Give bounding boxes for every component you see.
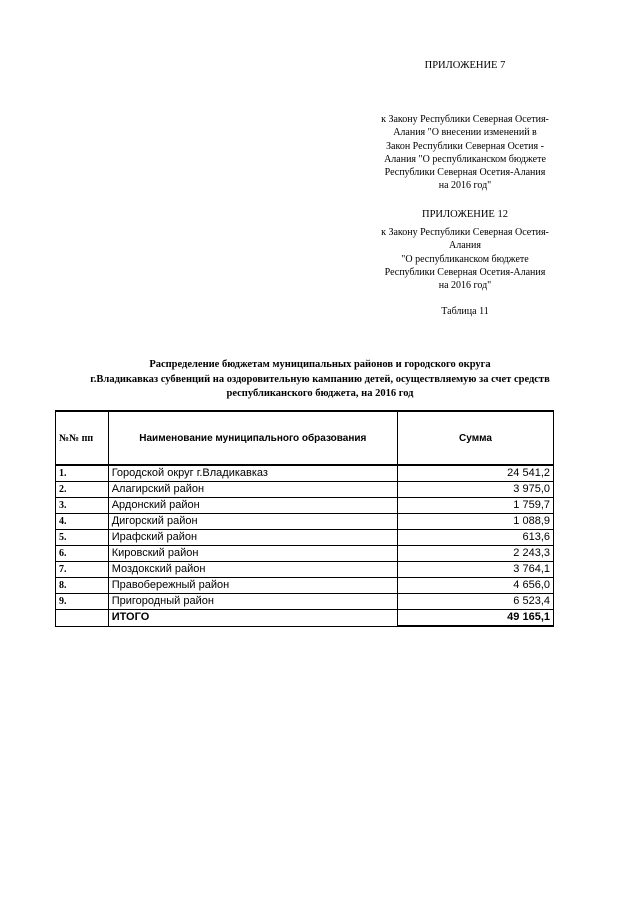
document-title-line: республиканского бюджета, на 2016 год xyxy=(226,388,414,399)
row-sum: 613,6 xyxy=(397,530,553,546)
row-name: Правобережный район xyxy=(108,578,397,594)
row-number: 7. xyxy=(56,562,109,578)
column-header-sum: Сумма xyxy=(397,411,553,465)
row-number: 2. xyxy=(56,482,109,498)
law-reference-1-line: Алания "О внесении изменений в xyxy=(393,127,537,139)
table-header-row xyxy=(56,411,554,465)
row-number: 4. xyxy=(56,514,109,530)
law-reference-1-line: Закон Республики Северная Осетия - xyxy=(386,140,544,152)
table-row xyxy=(56,498,554,514)
law-reference-1-line: к Закону Республики Северная Осетия- xyxy=(381,114,549,125)
table-row xyxy=(56,562,554,578)
table-row xyxy=(56,482,554,498)
row-name: Дигорский район xyxy=(108,514,397,530)
law-reference-2-line: Республики Северная Осетия-Алания xyxy=(384,266,546,278)
row-sum: 24 541,2 xyxy=(397,465,553,482)
appendix-7-label: ПРИЛОЖЕНИЕ 7 xyxy=(424,60,506,71)
law-reference-2-line: на 2016 год" xyxy=(438,280,492,292)
row-name: Моздокский район xyxy=(108,562,397,578)
table-row xyxy=(56,465,554,482)
row-number: 8. xyxy=(56,578,109,594)
appendix-12-label: ПРИЛОЖЕНИЕ 12 xyxy=(422,209,508,220)
document-title xyxy=(40,358,600,402)
row-sum: 3 764,1 xyxy=(397,562,553,578)
document-title-line: Распределение бюджетам муниципальных районов и городского округа xyxy=(149,359,491,370)
row-number: 5. xyxy=(56,530,109,546)
row-number: 3. xyxy=(56,498,109,514)
total-sum: 49 165,1 xyxy=(397,610,553,627)
row-sum: 1 759,7 xyxy=(397,498,553,514)
row-sum: 3 975,0 xyxy=(397,482,553,498)
row-name: Пригородный район xyxy=(108,594,397,610)
law-reference-2 xyxy=(375,226,555,292)
row-name: Алагирский район xyxy=(108,482,397,498)
column-header-number: №№ пп xyxy=(56,411,109,465)
total-row xyxy=(56,610,554,627)
table-row xyxy=(56,530,554,546)
row-name: Ардонский район xyxy=(108,498,397,514)
distribution-table xyxy=(55,410,554,627)
table-number-label: Таблица 11 xyxy=(441,306,489,317)
row-sum: 6 523,4 xyxy=(397,594,553,610)
law-reference-1-line: Алания "О республиканском бюджете xyxy=(384,153,546,165)
row-sum: 1 088,9 xyxy=(397,514,553,530)
total-label: ИТОГО xyxy=(108,610,397,627)
row-number: 1. xyxy=(56,465,109,482)
row-number: 6. xyxy=(56,546,109,562)
table-row xyxy=(56,546,554,562)
row-number: 9. xyxy=(56,594,109,610)
row-name: Городской округ г.Владикавказ xyxy=(108,465,397,482)
row-sum: 4 656,0 xyxy=(397,578,553,594)
table-row xyxy=(56,578,554,594)
row-name: Кировский район xyxy=(108,546,397,562)
law-reference-2-line: "О республиканском бюджете xyxy=(401,253,529,265)
law-reference-2-line: Алания xyxy=(449,240,481,252)
law-reference-1-line: Республики Северная Осетия-Алания xyxy=(384,167,546,179)
law-reference-1 xyxy=(375,113,555,193)
table-row xyxy=(56,594,554,610)
row-sum: 2 243,3 xyxy=(397,546,553,562)
document-title-line: г.Владикавказ субвенций на оздоровительную кампанию детей, осуществляемую за счет средств xyxy=(90,373,550,385)
law-reference-1-line: на 2016 год" xyxy=(438,180,492,192)
column-header-name: Наименование муниципального образования xyxy=(108,411,397,465)
table-row xyxy=(56,514,554,530)
law-reference-2-line: к Закону Республики Северная Осетия- xyxy=(381,227,549,238)
row-name: Ирафский район xyxy=(108,530,397,546)
total-row-number xyxy=(56,610,109,627)
